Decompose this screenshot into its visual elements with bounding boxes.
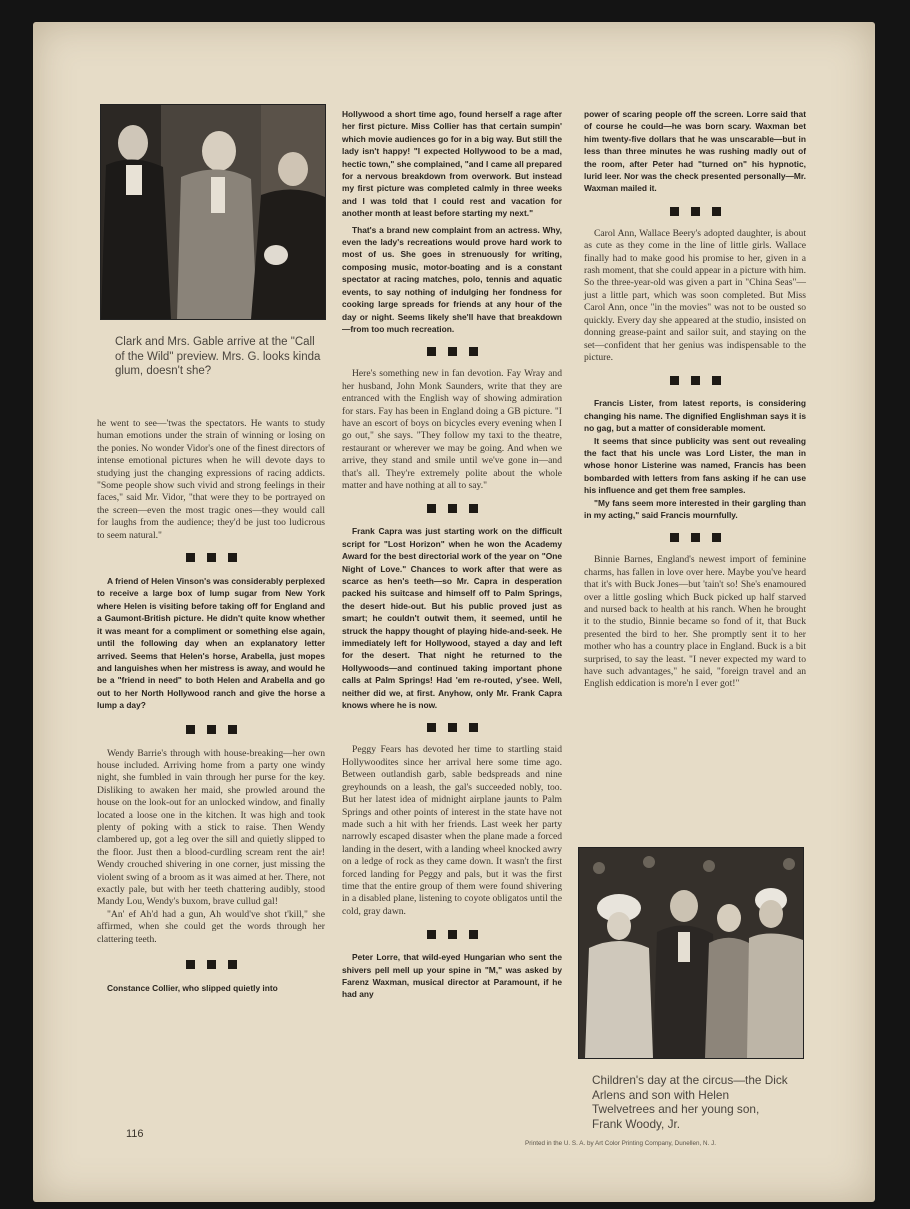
article-beery: Carol Ann, Wallace Beery's adopted daughter, is about as cute as they come in the line of little girls. Wallace finally had to make good his promise to her, given in a rash moment, that she could appear in a picture with him. So the three-year-old was given a part in "China Seas"—just a little part, which was soon completed. But Miss Carol Ann, once "in the movies" was not to be ousted so quickly. Every day she appeared at the studio, insisted on donning grease-paint and sailor suit, and staying on the set—confident that her genius was indispensable to the picture. (584, 227, 806, 363)
section-divider (97, 553, 325, 562)
photo-caption-circus: Children's day at the circus—the Dick Arlens and son with Helen Twelvetrees and her young son, Frank Woody, Jr. (592, 1073, 788, 1131)
gable-photo-illustration (101, 105, 325, 319)
article-barrie-quote: "An' ef Ah'd had a gun, Ah would've shot t'kill," she affirmed, when she could get the words through her clattering teeth. (97, 908, 325, 945)
printer-credit: Printed in the U. S. A. by Art Color Printing Company, Dunellen, N. J. (525, 1140, 716, 1147)
article-collier: Hollywood a short time ago, found herself a rage after her first picture. Miss Collier has that certain sumpin' which movie audiences go for in a big way. But still the lady isn't happy! "I expected Hollywood to be a mad, hectic town," she complained, "and I came all prepared for a nervous breakdown from overwork. But instead my first picture was completed calmly in three weeks and I was told that I could rest and vacation for another month at least before starting my next." (342, 109, 562, 219)
section-divider (584, 207, 806, 216)
article-barnes: Binnie Barnes, England's newest import of feminine charms, has fallen in love over here. Maybe you've heard that it's with Buck Jones—but 'tain't so! She's enamoured over a little gosling which Buck picked up half starved and nursed back to health at his ranch. When he brought it to the studio, Binnie became so fond of it, that Buck presented the bird to her. She promptly sent it to her mother who has a country place in England. Buck is a bit surprised, to say the least. "I never expected my ward to have such advantages," he said, "foreign travel and an English eddication is more'n I ever got!" (584, 554, 806, 690)
column-1 (97, 418, 325, 994)
article-lister: Francis Lister, from latest reports, is considering changing his name. The dignified Englishman says it is no gag, but a matter of considerable moment. (584, 398, 806, 434)
section-divider (342, 347, 562, 356)
circus-photo (578, 847, 804, 1059)
article-lister-cont: It seems that since publicity was sent out revealing the fact that his uncle was Lord Lister, the man in whose honor Listerine was named, Francis has been bombarded with letters from fans asking if he can use his influence and get them free samples. (584, 435, 806, 496)
article-collier-start: Constance Collier, who slipped quietly into (107, 983, 278, 994)
column-2 (342, 108, 562, 1001)
section-divider (584, 376, 806, 385)
column-3 (584, 108, 806, 691)
article-lorre: Peter Lorre, that wild-eyed Hungarian who sent the shivers pell mell up your spine in "M," was asked by Farenz Waxman, musical director at Paramount, if he had any (342, 952, 562, 1000)
photo-caption-gable: Clark and Mrs. Gable arrive at the "Call of the Wild" preview. Mrs. G. looks kinda glum, doesn't she? (115, 336, 321, 377)
section-divider (342, 723, 562, 732)
article-barrie: Wendy Barrie's through with house-breaking—her own house included. Arriving home from a party one windy night, she fumbled in vain through her purse for the key. Disliking to awaken her maid, she prowled around the house on the look-out for an unlocked window, and finally located a loose one in the kitchen. It was high and took plenty of poking with a stick to raise. Then Wendy clambered up, got a leg over the sill and quietly slipped to the floor. Just then a blood-curdling scream rent the air! Wendy crouched shivering in one corner, just missing the violent swing of a broom as it was aimed at her. There, not exactly pale, but with her teeth chattering audibly, stood Mandy Lou, Wendy's buxom, brave cullud gal! (97, 747, 325, 908)
article-collier-cont: That's a brand new complaint from an actress. Why, even the lady's recreations would prove hard work to most of us. She goes in strenuously for writing, composing music, motor-boating and is a constant spectator at racing matches, polo, tennis and aquatic events, to say nothing of indulging her fondness for cooking large spreads for friends at any hour of the day or night. Seems likely she'll have that breakdown—from too much recreation. (342, 224, 562, 334)
article-vidor: he went to see—'twas the spectators. He wants to study human emotions under the strain of winning or losing on the ponies. No wonder Vidor's one of the finest directors of intense emotional pictures when he will devote days to studying just the changing expressions of racing addicts. "Some people show such vivid and strong feelings in their faces," said Mr. Vidor, "that were they to be portrayed on the screen—even the most tragic ones—they would call for laughs from the audience; they'd be just too ludicrous to seem natural." (97, 418, 325, 541)
section-divider (342, 930, 562, 939)
section-divider (97, 960, 325, 969)
article-lister-quote: "My fans seem more interested in their gargling than in my acting," said Francis mournfully. (584, 497, 806, 520)
section-divider (584, 533, 806, 542)
circus-photo-illustration (579, 848, 803, 1058)
section-divider (97, 725, 325, 734)
article-wray: Here's something new in fan devotion. Fay Wray and her husband, John Monk Saunders, write that they are entranced with the English way of showing admiration for stars. Fay has been in England doing a GB picture. "I have an escort of boys on bicycles every evening when I go out," she says. "They follow my taxi to the theatre, restaurant or wherever we may be going. And when we arrive, they stand and smile until we've gone in—and that's all. They're extremely polite about the whole matter and have nothing at all to say." (342, 368, 562, 491)
article-lorre-cont: power of scaring people off the screen. Lorre said that of course he could—he was born scary. Waxman bet him twenty-five dollars that he was unscarable—but in less than three minutes he was rushing madly out of the room, after Peter had "turned on" his hypnotic, lurid leer. Nor was the check presented personally—Mr. Waxman mailed it. (584, 109, 806, 194)
article-vinson: A friend of Helen Vinson's was considerably perplexed to receive a large box of lump sugar from New York where Helen is visiting before taking off for England and a Gaumont-British picture. He didn't quite know whether it was meant for a compliment or something else again, until the following day when an explanatory letter arrived. Seems that Helen's horse, Arabella, just mopes and languishes when her mistress is away, and would he be a "friend in need" to both Helen and Arabella and go out to her North Hollywood ranch and give the horse a lump a day? (97, 576, 325, 711)
gable-photo (100, 104, 326, 320)
article-capra: Frank Capra was just starting work on the difficult script for "Lost Horizon" when he won the Academy Award for the best directorial work of the year on "One Night of Love." Chances to work after that were as scarce as hen's teeth—so Mr. Capra in desperation packed his suitcase and himself off to Palm Springs, the desert hide-out. But his public proved just as smart; he couldn't outwit them, it seemed, until he struck the happy thought of playing hide-and-seek. He immediately left for Hollywood, stayed a day and left for the desert. That night he returned to the Hollywoods—and continued taking important phone calls at Palm Springs! Had 'em re-routed, y'see. Well, neither did we, at first. Anyhow, only Mr. Frank Capra knows where he is now. (342, 526, 562, 711)
section-divider (342, 504, 562, 513)
article-fears: Peggy Fears has devoted her time to startling staid Hollywoodites since her arrival here some time ago. Between outlandish garb, sable bedspreads and nine greyhounds on a leash, the gal's succeeded nobly, too. But her latest idea of midnight airplane jaunts to Palm Springs and other points of interest in the state have not made such a hit with her friends. Last week her party narrowly escaped disaster when the plane made a forced landing in the desert, with a landing wheel knocked awry on a ledge of rock as they came down. It wasn't the first forced landing for Peggy and pals, but it was the first time that the entire group of them were found shivering in a disabled plane, listening to coyote obligatos until the cold, gray dawn. (342, 744, 562, 917)
page-number: 116 (126, 1128, 144, 1140)
